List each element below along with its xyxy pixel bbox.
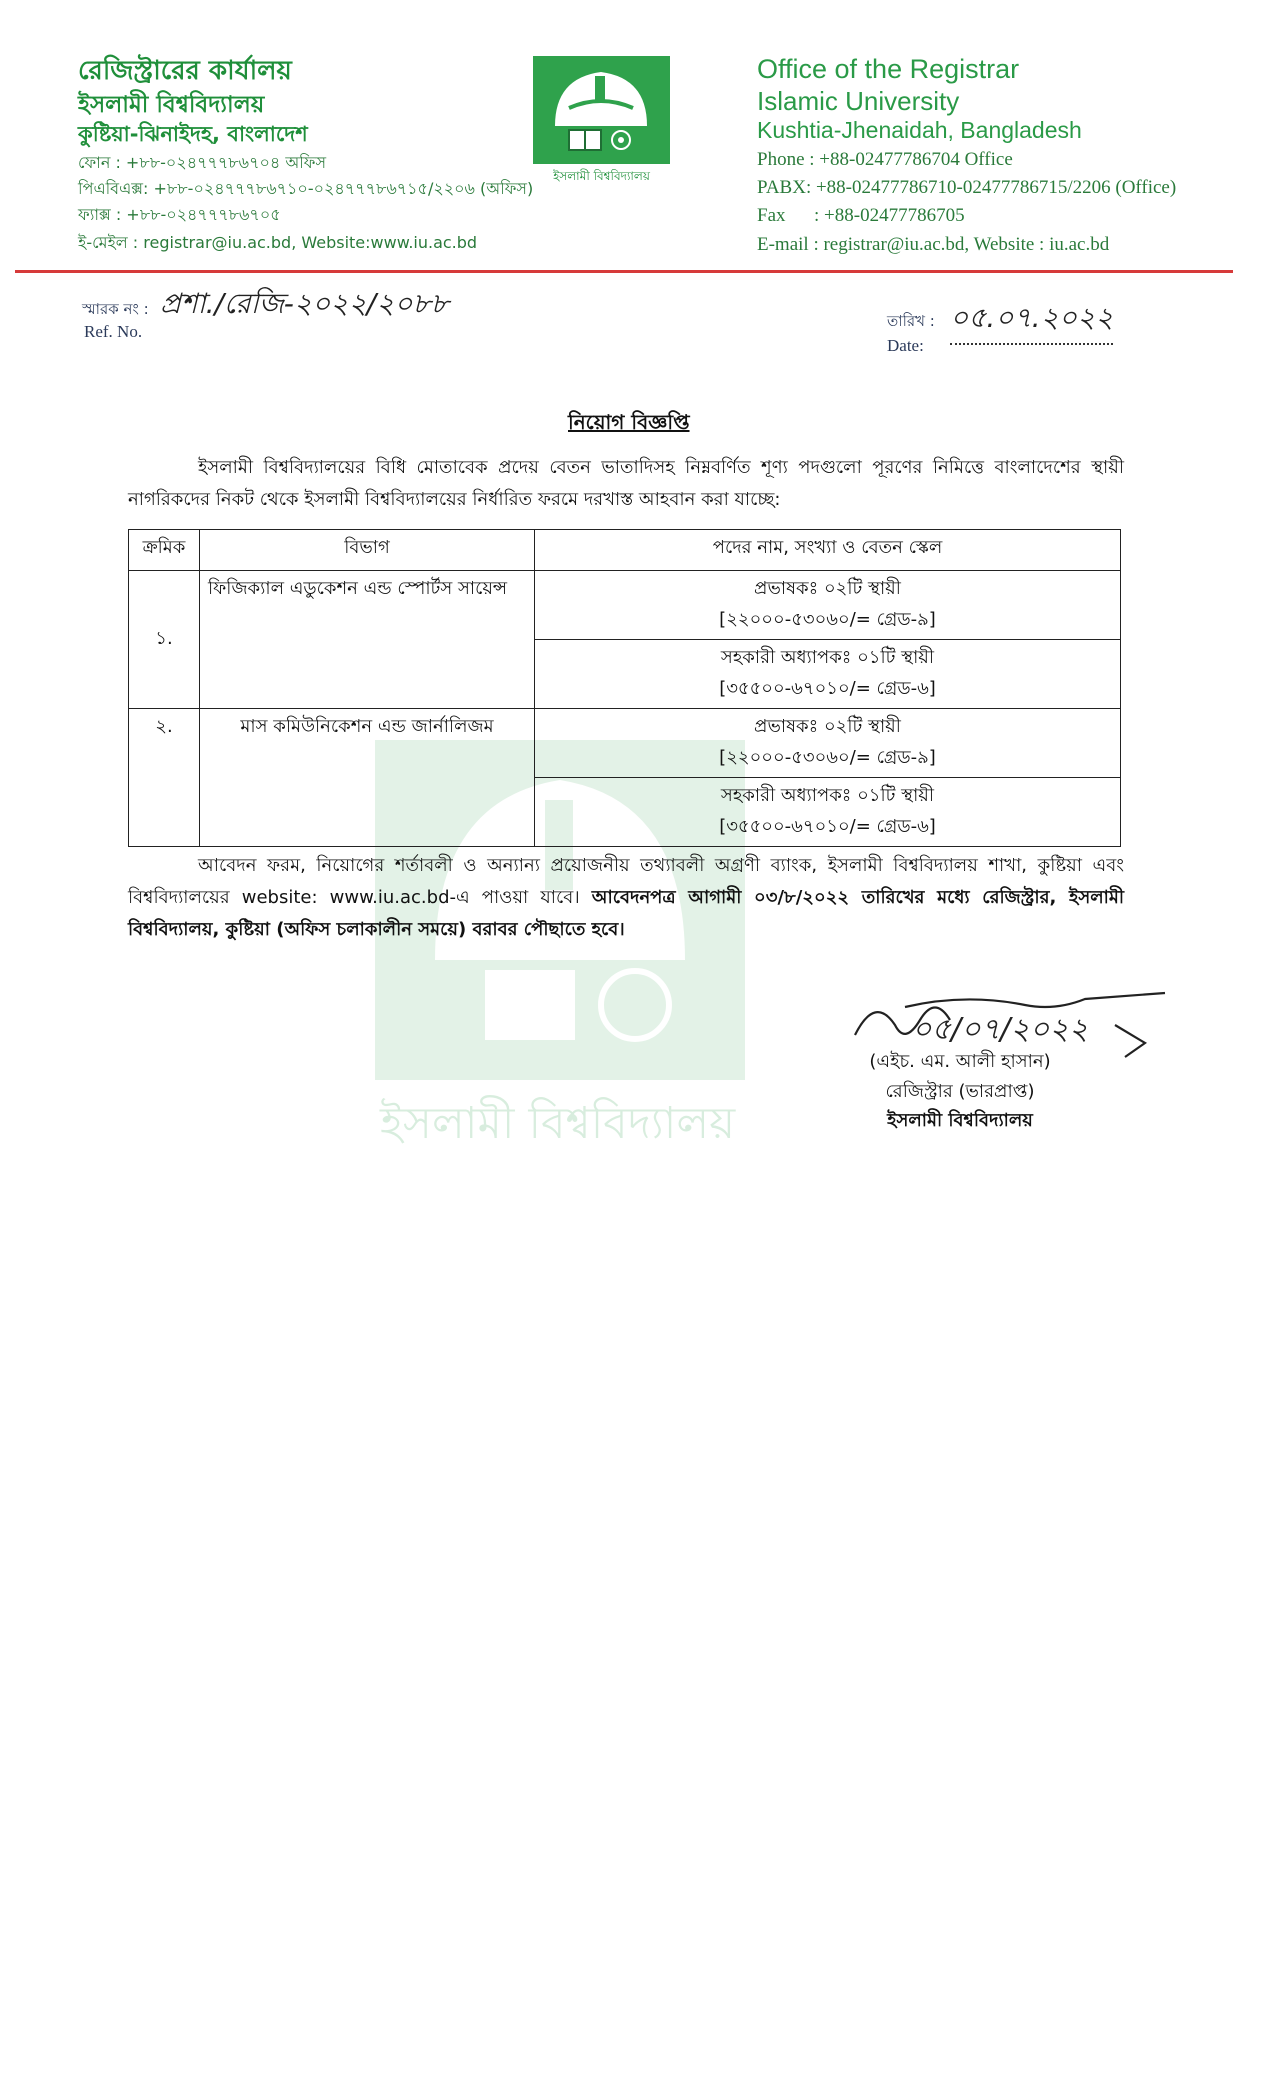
table-row bbox=[129, 709, 1121, 778]
post-name: প্রভাষকঃ ০২টি স্থায়ী bbox=[754, 578, 901, 599]
logo-caption: ইসলামী বিশ্ববিদ্যালয় bbox=[553, 169, 650, 183]
post-scale: [৩৫৫০০-৬৭০১০/= গ্রেড-৬] bbox=[719, 678, 936, 699]
header-divider bbox=[15, 270, 1233, 273]
table-row bbox=[129, 571, 1121, 640]
signature-date: ০৫/০৭/২০২২ bbox=[912, 1012, 1089, 1047]
closing-deadline: আবেদনপত্র আগামী ০৩/৮/২০২২ তারিখের মধ্যে রেজিস্ট্রার, ইসলামী বিশ্ববিদ্যালয়, কুষ্টিয়া (অফিস চলাকালীন সময়ে) বরাবর পৌছাতে হবে। bbox=[128, 887, 1124, 940]
post-scale: [৩৫৫০০-৬৭০১০/= গ্রেড-৬] bbox=[719, 816, 936, 837]
signatory-name: (এইচ. এম. আলী হাসান) bbox=[869, 1051, 1051, 1072]
post-name: সহকারী অধ্যাপকঃ ০১টি স্থায়ী bbox=[720, 647, 935, 668]
header-department: বিভাগ bbox=[200, 530, 535, 571]
header-bn-pabx: পিএবিএক্স: +৮৮-০২৪৭৭৭৮৬৭১০-০২৪৭৭৭৮৬৭১৫/২২০৬ (অফিস) bbox=[78, 179, 534, 198]
header-en-location: Kushtia-Jhenaidah, Bangladesh bbox=[757, 117, 1082, 143]
header-bn-location: কুষ্টিয়া-ঝিনাইদহ, বাংলাদেশ bbox=[78, 122, 308, 146]
post-scale: [২২০০০-৫৩০৬০/= গ্রেড-৯] bbox=[719, 747, 936, 768]
header-bn-office: রেজিস্ট্রারের কার্যালয় bbox=[78, 56, 292, 86]
post-cell bbox=[535, 709, 1121, 778]
header-posts: পদের নাম, সংখ্যা ও বেতন স্কেল bbox=[535, 530, 1121, 571]
header-en-email: E-mail : registrar@iu.ac.bd, Website : iu.ac.bd bbox=[757, 234, 1110, 255]
post-scale: [২২০০০-৫৩০৬০/= গ্রেড-৯] bbox=[719, 609, 936, 630]
date-value: ০৫.০৭.২০২২ bbox=[950, 296, 1113, 345]
header-en-university: Islamic University bbox=[757, 86, 960, 116]
ref-label-bn: স্মারক নং : bbox=[82, 300, 149, 318]
logo-emblem-icon bbox=[533, 56, 670, 164]
post-name: সহকারী অধ্যাপকঃ ০১টি স্থায়ী bbox=[720, 785, 935, 806]
header-bn-email: ই-মেইল : registrar@iu.ac.bd, Website:www.iu.ac.bd bbox=[78, 233, 478, 252]
row-serial: ১. bbox=[129, 571, 200, 709]
notice-title: নিয়োগ বিজ্ঞপ্তি bbox=[568, 410, 690, 434]
watermark-text: ইসলামী বিশ্ববিদ্যালয় bbox=[380, 1098, 736, 1149]
university-logo bbox=[533, 56, 670, 164]
post-cell bbox=[535, 571, 1121, 640]
signatory-institution: ইসলামী বিশ্ববিদ্যালয় bbox=[887, 1110, 1033, 1131]
header-serial: ক্রমিক bbox=[129, 530, 200, 571]
row-department: মাস কমিউনিকেশন এন্ড জার্নালিজম bbox=[200, 709, 535, 847]
header-en-pabx: PABX: +88-02477786710-02477786715/2206 (Office) bbox=[757, 177, 1177, 198]
row-department: ফিজিক্যাল এডুকেশন এন্ড স্পোর্টস সায়েন্স bbox=[200, 571, 535, 709]
notice-closing bbox=[128, 850, 1124, 946]
signatory-designation: রেজিস্ট্রার (ভারপ্রাপ্ত) bbox=[885, 1081, 1035, 1102]
ref-value: প্রশা./রেজি-২০২২/২০৮৮ bbox=[160, 287, 449, 320]
date-label-en: Date: bbox=[887, 336, 924, 355]
posts-table bbox=[128, 529, 1121, 847]
header-en-fax: Fax : +88-02477786705 bbox=[757, 205, 965, 226]
closing-info: আবেদন ফরম, নিয়োগের শর্তাবলী ও অন্যান্য প্রয়োজনীয় তথ্যাবলী অগ্রণী ব্যাংক, ইসলামী বিশ্ববিদ্যালয় শাখা, কুষ্টিয়া এবং বিশ্ববিদ্যালয়ের website: www.iu.ac.bd-এ পাওয়া যাবে। bbox=[128, 855, 1124, 908]
header-bn-phone: ফোন : +৮৮-০২৪৭৭৭৮৬৭০৪ অফিস bbox=[78, 153, 327, 172]
post-cell bbox=[535, 640, 1121, 709]
table-header-row bbox=[129, 530, 1121, 571]
notice-intro: ইসলামী বিশ্ববিদ্যালয়ের বিধি মোতাবেক প্রদেয় বেতন ভাতাদিসহ নিম্নবর্ণিত শূণ্য পদগুলো পূরণের নিমিত্তে বাংলাদেশের স্থায়ী নাগরিকদের নিকট থেকে ইসলামী বিশ্ববিদ্যালয়ের নির্ধারিত ফরমে দরখাস্ত আহবান করা যাচ্ছে: bbox=[128, 457, 1124, 510]
header-bn-fax: ফ্যাক্স : +৮৮-০২৪৭৭৭৮৬৭০৫ bbox=[78, 205, 281, 224]
header-bn-university: ইসলামী বিশ্ববিদ্যালয় bbox=[78, 92, 265, 118]
post-cell bbox=[535, 778, 1121, 847]
post-name: প্রভাষকঃ ০২টি স্থায়ী bbox=[754, 716, 901, 737]
header-en-office: Office of the Registrar bbox=[757, 54, 1020, 84]
row-serial: ২. bbox=[129, 709, 200, 847]
header-en-phone: Phone : +88-02477786704 Office bbox=[757, 149, 1013, 170]
ref-label-en: Ref. No. bbox=[84, 322, 143, 341]
date-label-bn: তারিখ : bbox=[887, 312, 935, 330]
